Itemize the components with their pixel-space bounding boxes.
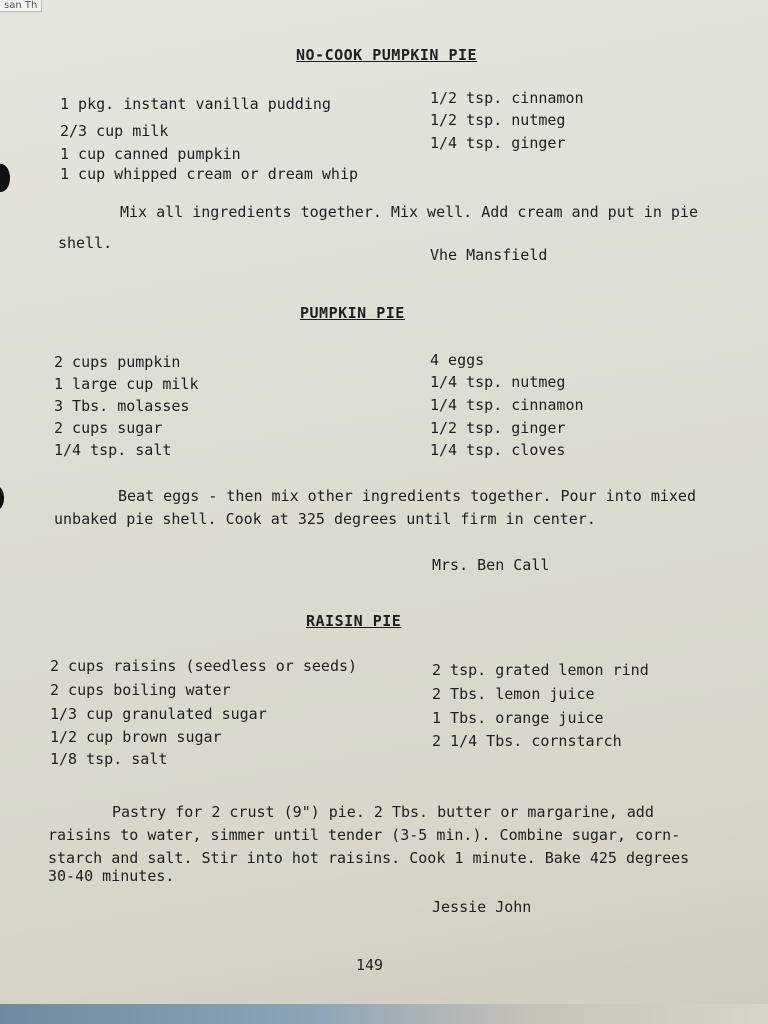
ingredient-right: 1 Tbs. orange juice (432, 709, 604, 727)
ingredient-left: 2/3 cup milk (60, 122, 169, 140)
directions-line: Mix all ingredients together. Mix well. Add cream and put in pie (120, 203, 698, 221)
ingredient-left: 1 pkg. instant vanilla pudding (60, 95, 331, 113)
ingredient-left: 2 cups boiling water (50, 681, 231, 699)
ingredient-right: 1/4 tsp. cinnamon (430, 396, 584, 414)
ingredient-right: 1/4 tsp. nutmeg (430, 373, 566, 391)
ingredient-left: 2 cups raisins (seedless or seeds) (50, 657, 358, 675)
table-surface (0, 1004, 768, 1024)
ingredient-left: 1/8 tsp. salt (50, 750, 168, 768)
ingredient-right: 1/2 tsp. ginger (430, 419, 566, 437)
directions-line: shell. (58, 234, 113, 252)
recipe-title: RAISIN PIE (306, 612, 402, 630)
ingredient-left: 3 Tbs. molasses (54, 397, 190, 415)
ingredient-right: 2 tsp. grated lemon rind (432, 661, 649, 679)
ingredient-right: 2 1/4 Tbs. cornstarch (432, 732, 622, 750)
binder-hole (0, 486, 4, 510)
directions-line: starch and salt. Stir into hot raisins. Cook 1 minute. Bake 425 degrees (48, 849, 690, 867)
ingredient-left: 1/2 cup brown sugar (50, 728, 222, 746)
recipe-author: Vhe Mansfield (430, 246, 548, 264)
ingredient-right: 1/2 tsp. nutmeg (430, 111, 566, 129)
ingredient-right: 1/4 tsp. ginger (430, 134, 566, 152)
directions-line: Beat eggs - then mix other ingredients together. Pour into mixed (118, 487, 696, 505)
ingredient-left: 1 cup whipped cream or dream whip (60, 165, 359, 183)
ingredient-right: 1/4 tsp. cloves (430, 441, 566, 459)
ingredient-right: 1/2 tsp. cinnamon (430, 89, 584, 107)
ingredient-left: 1 cup canned pumpkin (60, 145, 241, 163)
ingredient-left: 1/4 tsp. salt (54, 441, 172, 459)
recipe-author: Jessie John (432, 898, 532, 916)
ingredient-left: 1/3 cup granulated sugar (50, 705, 267, 723)
directions-line: unbaked pie shell. Cook at 325 degrees until firm in center. (54, 510, 596, 528)
ingredient-right: 4 eggs (430, 351, 485, 369)
recipe-title: PUMPKIN PIE (300, 304, 405, 322)
directions-line: 30-40 minutes. (48, 867, 175, 885)
ingredient-right: 2 Tbs. lemon juice (432, 685, 595, 703)
recipe-title: NO-COOK PUMPKIN PIE (296, 46, 478, 64)
binder-hole (0, 164, 10, 192)
ingredient-left: 1 large cup milk (54, 375, 199, 393)
corner-label: san Th (0, 0, 42, 12)
directions-line: raisins to water, simmer until tender (3-5 min.). Combine sugar, corn- (48, 826, 681, 844)
directions-line: Pastry for 2 crust (9") pie. 2 Tbs. butter or margarine, add (112, 803, 654, 821)
recipe-author: Mrs. Ben Call (432, 556, 550, 574)
ingredient-left: 2 cups sugar (54, 419, 163, 437)
ingredient-left: 2 cups pumpkin (54, 353, 181, 371)
page-number: 149 (356, 956, 384, 974)
